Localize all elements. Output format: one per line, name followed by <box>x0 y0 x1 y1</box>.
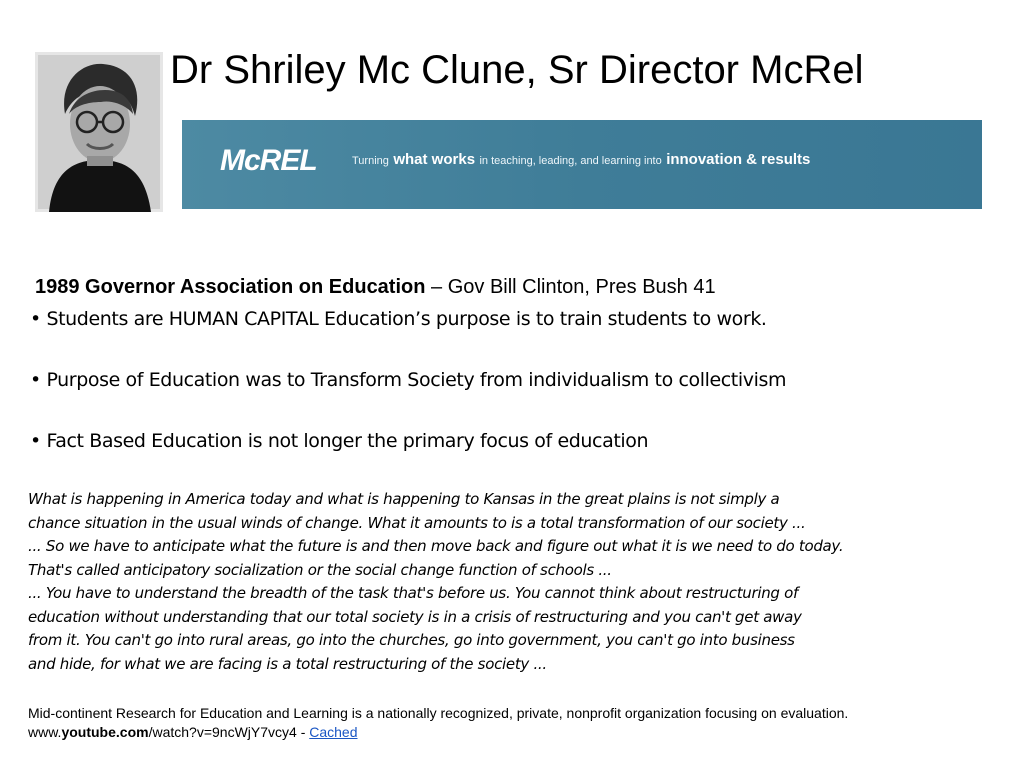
section-heading <box>35 276 716 299</box>
quote-line: education without understanding that our total society is in a crisis of restructuring and you can't get away <box>28 607 802 626</box>
banner-tagline <box>352 151 810 169</box>
quote-line: chance situation in the usual winds of change. What it amounts to is a total transformation of our society ... <box>28 513 806 532</box>
portrait-photo <box>35 52 163 212</box>
quote-line: from it. You can't go into rural areas, go into the churches, go into government, you can't go into business <box>28 631 795 649</box>
quote-line: That's called anticipatory socialization or the social change function of schools ... <box>28 560 612 579</box>
heading-rest: – Gov Bill Clinton, Pres Bush 41 <box>425 276 716 298</box>
mcrel-logo: McREL <box>220 144 317 177</box>
bullet-item: • Students are HUMAN CAPITAL Education’s purpose is to train students to work. <box>30 308 767 330</box>
bullet-item: • Fact Based Education is not longer the primary focus of education <box>30 430 649 452</box>
tagline-part-1: Turning <box>352 155 389 167</box>
tagline-part-3: in teaching, leading, and learning into <box>479 155 662 167</box>
quote-line: What is happening in America today and what is happening to Kansas in the great plains is not simply a <box>28 490 780 508</box>
url-prefix: www. <box>28 724 62 740</box>
url-domain: youtube.com <box>61 724 149 740</box>
mcrel-banner <box>182 120 982 209</box>
quote-line: ... You have to understand the breadth of the task that's before us. You cannot think about restructuring of <box>28 584 798 602</box>
heading-bold: 1989 Governor Association on Education <box>35 276 426 298</box>
source-url-line <box>28 723 848 742</box>
page-title: Dr Shriley Mc Clune, Sr Director McRel <box>170 48 864 92</box>
quote-line: and hide, for what we are facing is a total restructuring of the society ... <box>28 654 547 673</box>
footer-description: Mid-continent Research for Education and Learning is a nationally recognized, private, nonprofit organization focusing on evaluation. <box>28 705 849 721</box>
tagline-part-4: innovation & results <box>666 151 811 168</box>
footer <box>28 704 848 742</box>
quote-line: ... So we have to anticipate what the future is and then move back and figure out what it is we need to do today. <box>28 537 844 555</box>
bullet-item: • Purpose of Education was to Transform Society from individualism to collectivism <box>30 369 787 391</box>
quote-block <box>28 488 988 676</box>
cached-link[interactable]: Cached <box>309 724 358 740</box>
tagline-part-2: what works <box>393 151 476 168</box>
url-path: /watch?v=9ncWjY7vcy4 - <box>148 724 310 740</box>
